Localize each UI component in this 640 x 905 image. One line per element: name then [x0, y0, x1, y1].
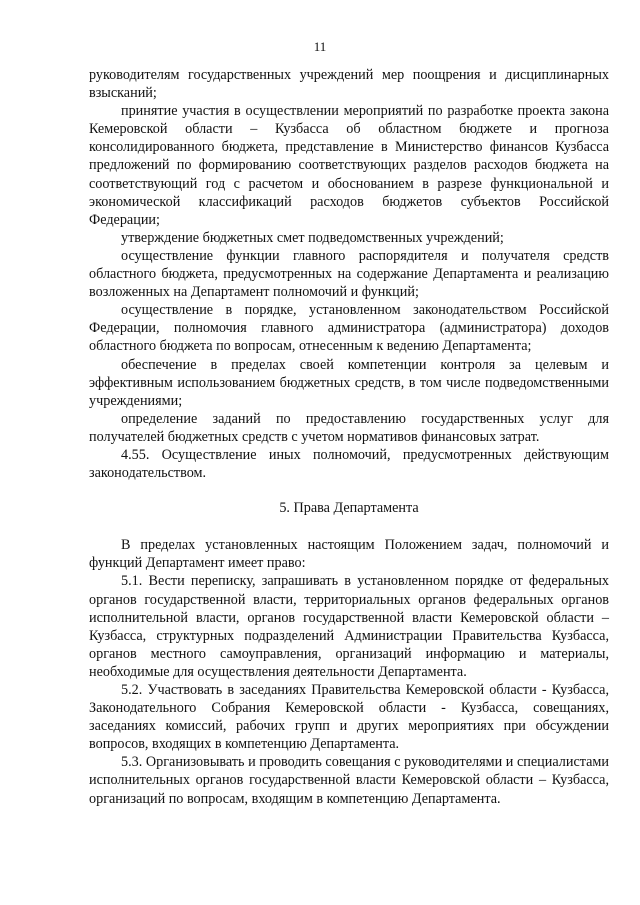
paragraph: принятие участия в осуществлении мероприятий по разработке проекта закона Кемеровской области – Кузбасса об областном бюджете и прогноза консолидированного бюджета, представление в Министерство финансов Кузбасса предложений по формированию соответствующих разделов расходов бюджета на соответствующий год с расчетом и обоснованием в разрезе функциональной и экономической классификаций расходов бюджетов субъектов Российской Федерации; [89, 103, 609, 228]
paragraph: осуществление функции главного распорядителя и получателя средств областного бюджета, предусмотренных на содержание Департамента и реализацию возложенных на Департамент полномочий и функций; [89, 247, 609, 301]
page-number: 11 [313, 39, 327, 54]
paragraph: обеспечение в пределах своей компетенции контроля за целевым и эффективным использованием бюджетных средств, в том числе подведомственными учреждениями; [89, 356, 609, 409]
paragraph: 5.1. Вести переписку, запрашивать в установленном порядке от федеральных органов государственной власти, территориальных органов федеральных органов исполнительной власти, органов государственной власти Кемеровской области – Кузбасса, структурных подразделений Администрации Правительства Кузбасса, органов местного самоуправления, организаций информацию и материалы, необходимые для осуществления деятельности Департамента. [89, 573, 609, 680]
paragraph: 5.3. Организовывать и проводить совещания с руководителями и специалистами исполнительных органов государственной власти Кемеровской области – Кузбасса, организаций по вопросам, входящим в компетенцию Департамента. [89, 754, 609, 807]
paragraph: определение заданий по предоставлению государственных услуг для получателей бюджетных средств с учетом нормативов финансовых затрат. [89, 410, 609, 445]
paragraph: руководителям государственных учреждений мер поощрения и дисциплинарных взысканий; [89, 67, 609, 102]
section-heading: 5. Права Департамента [279, 500, 419, 517]
paragraph: осуществление в порядке, установленном законодательством Российской Федерации, полномочия главного администратора (администратора) доходов областного бюджета по вопросам, отнесенным к ведению Департамента; [89, 302, 609, 355]
paragraph: В пределах установленных настоящим Положением задач, полномочий и функций Департамент имеет право: [89, 537, 609, 572]
paragraph: 5.2. Участвовать в заседаниях Правительства Кемеровской области - Кузбасса, Законодательного Собрания Кемеровской области - Кузбасса, совещаниях, заседаниях комиссий, рабочих групп и других мероприятиях при обсуждении вопросов, входящих в компетенцию Департамента. [89, 682, 609, 753]
paragraph: 4.55. Осуществление иных полномочий, предусмотренных действующим законодательством. [89, 446, 609, 482]
paragraph: утверждение бюджетных смет подведомственных учреждений; [121, 229, 504, 246]
document-body [89, 66, 609, 808]
